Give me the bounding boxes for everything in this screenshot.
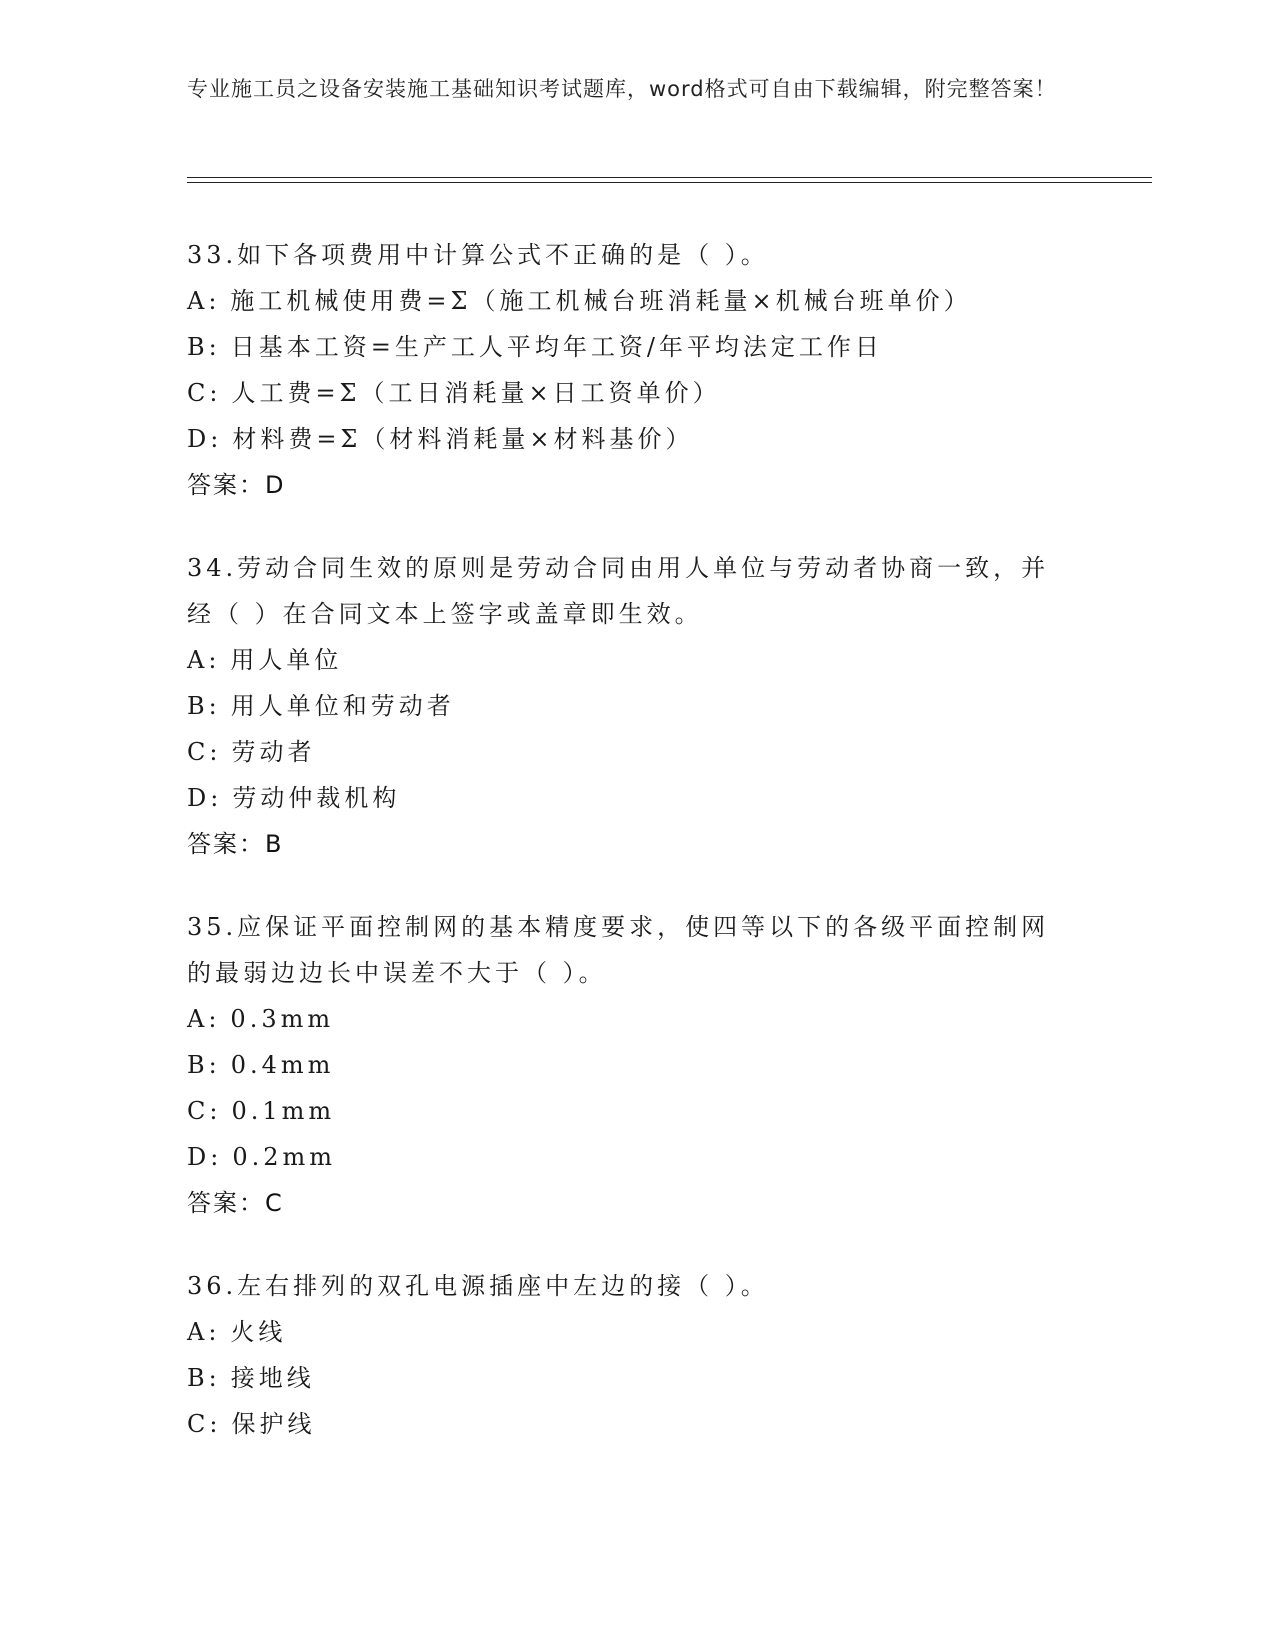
option-label: A: [187,287,221,315]
question-36 [187,1263,1067,1447]
header-rule-bottom [187,182,1152,183]
option-label: A: [187,1005,221,1033]
option-d [187,416,1067,462]
option-text: 用人单位 [230,646,343,674]
option-label: C: [187,738,222,766]
option-text: 材料费=Σ（材料消耗量×材料基价） [232,425,694,453]
option-a [187,637,1067,683]
answer-label: 答案： [187,830,265,858]
option-c [187,370,1067,416]
question-34 [187,545,1067,867]
question-33 [187,232,1067,508]
option-a [187,278,1067,324]
option-a [187,996,1067,1042]
option-label: A: [187,646,221,674]
question-list [187,232,1067,1484]
answer-line [187,1180,1067,1226]
option-text: 施工机械使用费=Σ（施工机械台班消耗量×机械台班单价） [230,287,972,315]
option-label: C: [187,1410,222,1438]
option-d [187,775,1067,821]
option-text: 火线 [230,1318,287,1346]
option-b [187,1042,1067,1088]
answer-label: 答案： [187,1189,265,1217]
header-rule-top [187,177,1152,178]
option-text: 用人单位和劳动者 [230,692,455,720]
option-text: 0.3mm [230,1005,335,1033]
option-label: B: [187,333,221,361]
option-text: 劳动者 [231,738,316,766]
option-text: 人工费=Σ（工日消耗量×日工资单价） [231,379,721,407]
document-header: 专业施工员之设备安装施工基础知识考试题库，word格式可自由下载编辑，附完整答案！ [187,77,1057,101]
option-text: 0.1mm [231,1097,336,1125]
option-label: C: [187,379,222,407]
option-label: C: [187,1097,222,1125]
answer-value: B [265,830,284,858]
option-text: 0.2mm [232,1143,337,1171]
question-stem: 33.如下各项费用中计算公式不正确的是（ ）。 [187,241,769,269]
option-b [187,1355,1067,1401]
option-c [187,1088,1067,1134]
option-b [187,683,1067,729]
answer-value: D [265,471,286,499]
option-label: B: [187,1051,221,1079]
answer-value: C [265,1189,284,1217]
option-a [187,1309,1067,1355]
option-text: 劳动仲裁机构 [232,784,401,812]
option-label: B: [187,1364,221,1392]
option-label: D: [187,784,223,812]
option-c [187,729,1067,775]
question-stem: 34.劳动合同生效的原则是劳动合同由用人单位与劳动者协商一致，并经（ ）在合同文本上签字或盖章即生效。 [187,554,1050,628]
option-label: B: [187,692,221,720]
answer-line [187,821,1067,867]
answer-label: 答案： [187,471,265,499]
option-c [187,1401,1067,1447]
option-d [187,1134,1067,1180]
option-label: D: [187,1143,223,1171]
option-label: D: [187,425,223,453]
question-stem: 35.应保证平面控制网的基本精度要求，使四等以下的各级平面控制网的最弱边边长中误差不大于（ ）。 [187,913,1050,987]
option-b [187,324,1067,370]
question-35 [187,904,1067,1226]
answer-line [187,462,1067,508]
option-text: 0.4mm [230,1051,335,1079]
option-label: A: [187,1318,221,1346]
option-text: 日基本工资=生产工人平均年工资/年平均法定工作日 [230,333,883,361]
option-text: 接地线 [230,1364,315,1392]
question-stem: 36.左右排列的双孔电源插座中左边的接（ ）。 [187,1272,769,1300]
option-text: 保护线 [231,1410,316,1438]
